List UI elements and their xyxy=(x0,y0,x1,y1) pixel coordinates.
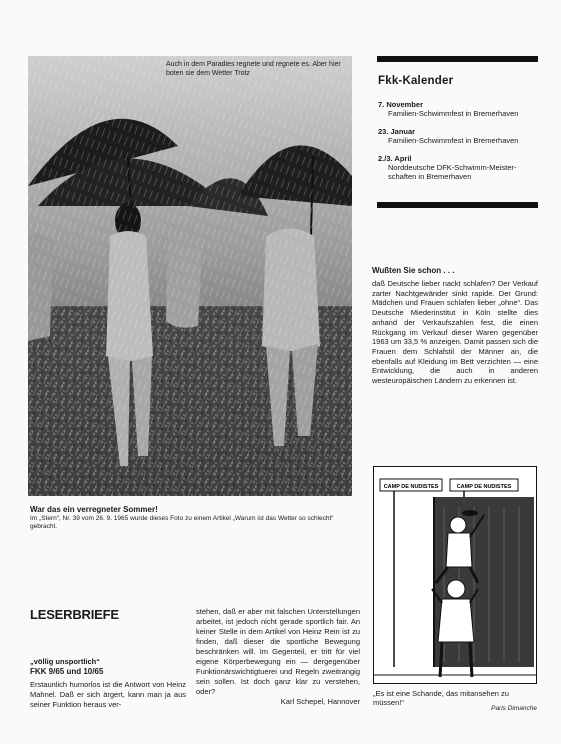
kalender-date: 2./3. April xyxy=(378,154,412,163)
photo-caption: Im „Stern“, Nr. 39 vom 26. 9. 1965 wurde dieses Foto zu einem Artikel „Warum ist das Wetter so schlecht“ gebracht. xyxy=(30,515,334,530)
leserbriefe-subtitle: „völlig unsportlich“ xyxy=(30,657,101,666)
nudist-camp-cartoon xyxy=(373,466,537,684)
kalender-event: Familien-Schwimmfest in Bremerhaven xyxy=(388,109,519,118)
leserbriefe-signature: Karl Schepel, Hannover xyxy=(280,697,360,706)
kalender-event: Familien-Schwimmfest in Bremerhaven xyxy=(388,136,519,145)
leserbriefe-title: LESERBRIEFE xyxy=(30,607,119,622)
kalender-entry xyxy=(378,100,538,118)
kalender-entry xyxy=(378,154,538,181)
kalender-title: Fkk-Kalender xyxy=(378,75,454,87)
cartoon-source: Paris Dimanche xyxy=(491,705,537,712)
leserbriefe-column-2-text: stehen, daß er aber mit falschen Unterstellungen arbeitet, ist jedoch nicht gerade sportlich fair. An keiner Stelle in dem Artikel von Heinz Rein ist zu finden, daß dieser die sportliche Bewegung beschränken will. Im Gegenteil, er tritt für viel eigene Körperbewegung ein — dergegenüber Funktionärswichtigtuerei und Regeln zweitrangig sein sollen. Ist doch ganz klar zu verstehen, oder? xyxy=(196,607,360,696)
photo-overlay-caption: Auch in dem Paradies regnete und regnete es. Aber hier boten sie dem Wetter Trotz xyxy=(166,61,341,77)
wussten-text: daß Deutsche lieber nackt schlafen? Der Verkauf zarter Nachtgewänder sinkt rapide. Der Grund: Mädchen und Frauen schlafen lieber „ohne“. Das Deutsche Miederinstitut in Köln stellte dies anhand der Verkaufszahlen fest, die einen Rückgang im Verkauf dieser Waren gegenüber 1963 um 33,5 % anzeigen. Damit passen sich die Frauen dem Schlafstil der Männer an, die ebenfalls auf Kleidung im Bett verzichten — eine Entwicklung, die auch in anderen westeuropäischen Ländern zu erkennen ist. xyxy=(372,279,538,386)
kalender-list xyxy=(378,100,538,190)
wussten-title: Wußten Sie schon . . . xyxy=(372,266,455,275)
leserbriefe-reference: FKK 9/65 und 10/65 xyxy=(30,667,104,676)
kalender-bottom-rule xyxy=(377,202,538,208)
kalender-date: 7. November xyxy=(378,100,424,109)
kalender-entry xyxy=(378,127,538,145)
kalender-top-rule xyxy=(377,56,538,62)
kalender-event: Norddeutsche DFK-Schwimm-Meister-schaften in Bremerhaven xyxy=(388,163,517,181)
photo-title: War das ein verregneter Sommer! xyxy=(30,505,158,514)
leserbriefe-column-2 xyxy=(196,607,360,707)
cartoon-sign-right: CAMP DE NUDISTES xyxy=(456,484,512,490)
kalender-date: 23. Januar xyxy=(378,127,416,136)
leserbriefe-column-1: Erstaunlich humorlos ist die Antwort von Heinz Mahnel. Daß er sich ärgert, kann man ja aus seiner Funktion heraus ver- xyxy=(30,680,186,709)
cartoon-sign-left: CAMP DE NUDISTES xyxy=(383,484,439,490)
rain-umbrella-photo xyxy=(28,56,352,496)
cartoon-caption: „Es ist eine Schande, das mitansehen zu müssen!“ xyxy=(373,689,509,707)
